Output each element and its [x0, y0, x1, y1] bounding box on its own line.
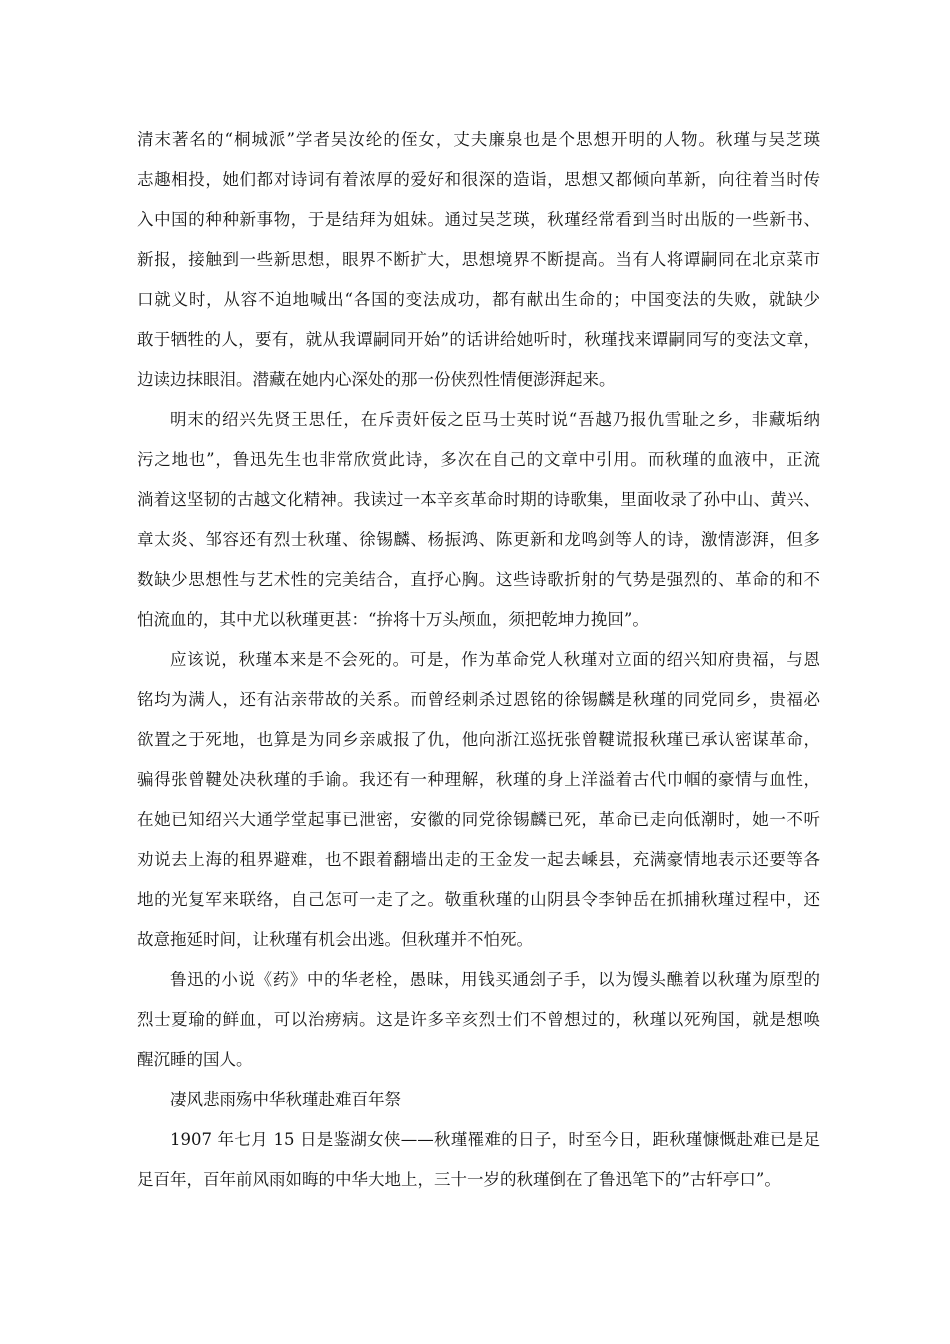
paragraph — [137, 1120, 820, 1200]
text-line: 劝说去上海的租界避难，也不跟着翻墙出走的王金发一起去嵊县，充满豪情地表示还要等各 — [137, 850, 820, 869]
text-line: 敢于牺牲的人，要有，就从我谭嗣同开始”的话讲给她听时，秋瑾找来谭嗣同写的变法文章， — [137, 330, 820, 349]
text-line: 故意拖延时间，让秋瑾有机会出逃。但秋瑾并不怕死。 — [137, 930, 533, 949]
text-line: 地的光复军来联络，自己怎可一走了之。敬重秋瑾的山阴县令李钟岳在抓捕秋瑾过程中，还 — [137, 890, 820, 909]
text-line: 新报，接触到一些新思想，眼界不断扩大，思想境界不断提高。当有人将谭嗣同在北京菜市 — [137, 250, 820, 269]
text-line: 应该说，秋瑾本来是不会死的。可是，作为革命党人秋瑾对立面的绍兴知府贵福，与恩 — [170, 650, 820, 669]
text-line: 污之地也”，鲁迅先生也非常欣赏此诗，多次在自己的文章中引用。而秋瑾的血液中，正流 — [137, 450, 820, 469]
text-line: 烈士夏瑜的鲜血，可以治痨病。这是许多辛亥烈士们不曾想过的，秋瑾以死殉国，就是想唤 — [137, 1010, 820, 1029]
text-line: 足百年，百年前风雨如晦的中华大地上，三十一岁的秋瑾倒在了鲁迅笔下的”古轩亭口”。 — [137, 1170, 781, 1189]
text-line: 鲁迅的小说《药》中的华老栓，愚昧，用钱买通刽子手，以为馒头醮着以秋瑾为原型的 — [170, 970, 820, 989]
paragraph — [137, 120, 820, 400]
text-line: 1907 年七月 15 日是鉴湖女侠——秋瑾罹难的日子，时至今日，距秋瑾慷慨赴难已是足 — [170, 1130, 820, 1149]
text-line: 数缺少思想性与艺术性的完美结合，直抒心胸。这些诗歌折射的气势是强烈的、革命的和不 — [137, 570, 820, 589]
text-line: 醒沉睡的国人。 — [137, 1050, 253, 1069]
text-line: 欲置之于死地，也算是为同乡亲戚报了仇，他向浙江巡抚张曾鞬谎报秋瑾已承认密谋革命， — [137, 730, 820, 749]
text-line: 在她已知绍兴大通学堂起事已泄密，安徽的同党徐锡麟已死，革命已走向低潮时，她一不听 — [137, 810, 820, 829]
text-line: 明末的绍兴先贤王思任，在斥责奸佞之臣马士英时说“吾越乃报仇雪耻之乡，非藏垢纳 — [170, 410, 820, 429]
text-line: 口就义时，从容不迫地喊出“各国的变法成功，都有献出生命的；中国变法的失败，就缺少 — [137, 290, 820, 309]
text-line: 骗得张曾鞬处决秋瑾的手谕。我还有一种理解，秋瑾的身上洋溢着古代巾帼的豪情与血性， — [137, 770, 820, 789]
text-line: 淌着这坚韧的古越文化精神。我读过一本辛亥革命时期的诗歌集，里面收录了孙中山、黄兴、 — [137, 490, 820, 509]
text-line: 入中国的种种新事物，于是结拜为姐妹。通过吴芝瑛，秋瑾经常看到当时出版的一些新书、 — [137, 210, 820, 229]
section-title-paragraph — [137, 1080, 820, 1120]
paragraph — [137, 960, 820, 1080]
text-line: 怕流血的，其中尤以秋瑾更甚：“拚将十万头颅血，须把乾坤力挽回”。 — [137, 610, 649, 629]
text-line: 边读边抹眼泪。潜藏在她内心深处的那一份侠烈性情便澎湃起来。 — [137, 370, 616, 389]
document-body — [137, 120, 820, 1200]
section-title: 凄风悲雨殇中华秋瑾赴难百年祭 — [170, 1090, 401, 1109]
paragraph — [137, 640, 820, 960]
text-line: 铭均为满人，还有沾亲带故的关系。而曾经刺杀过恩铭的徐锡麟是秋瑾的同党同乡，贵福必 — [137, 690, 820, 709]
text-line: 清末著名的“桐城派”学者吴汝纶的侄女，丈夫廉泉也是个思想开明的人物。秋瑾与吴芝瑛 — [137, 130, 820, 149]
paragraph — [137, 400, 820, 640]
text-line: 志趣相投，她们都对诗词有着浓厚的爱好和很深的造诣，思想又都倾向革新，向往着当时传 — [137, 170, 820, 189]
text-line: 章太炎、邹容还有烈士秋瑾、徐锡麟、杨振鸿、陈更新和龙鸣剑等人的诗，激情澎湃，但多 — [137, 530, 820, 549]
